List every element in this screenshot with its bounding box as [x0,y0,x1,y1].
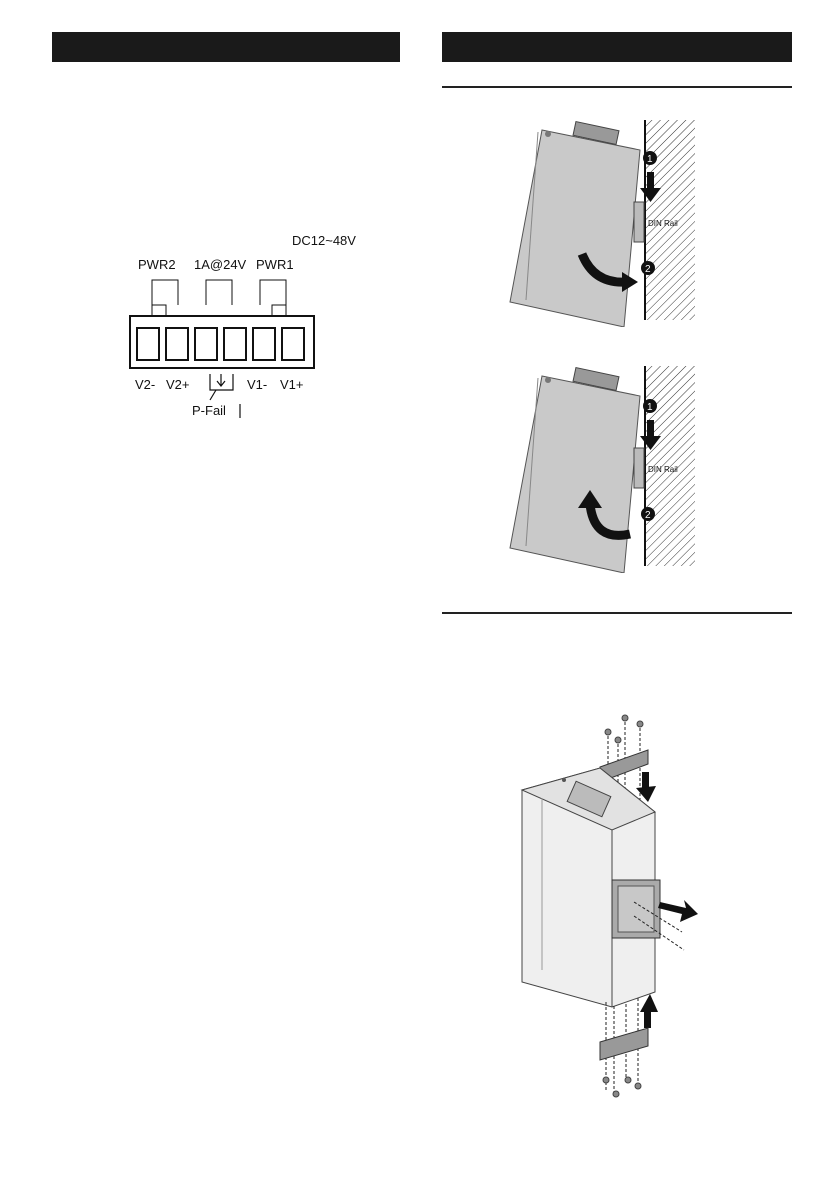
din-rail-clip [612,880,660,938]
v2-plus-label: V2+ [166,377,190,392]
step-2-marker: 2 [645,264,651,275]
v1-plus-label: V1+ [280,377,304,392]
top-screws [605,715,643,743]
din-rail-label: DIN Rail [648,219,678,228]
left-section-header-bar [52,32,400,62]
down-arrow-icon [636,772,656,802]
relay-contact-symbol [210,374,233,400]
din-rail-label: DIN Rail [648,465,678,474]
voltage-label: DC12~48V [292,233,356,248]
outward-arrow-icon [658,900,698,922]
bottom-screws [603,1077,641,1097]
pfail-label: P-Fail [192,403,226,418]
v1-minus-label: V1- [247,377,268,392]
bottom-wall-bracket [600,1028,648,1060]
wall-section-divider [442,612,792,614]
relay-rating-label: 1A@24V [194,257,247,272]
din-section-divider [442,86,792,88]
pwr1-label: PWR1 [256,257,294,272]
step-1-marker: 1 [647,402,653,413]
up-arrow-icon [640,994,658,1028]
right-section-header-bar [442,32,792,62]
switch-body [510,122,640,327]
din-rail-mount-diagram [490,112,700,327]
din-rail-remove-diagram [490,358,700,573]
power-terminal-diagram [120,228,390,428]
switch-body [510,368,640,573]
v2-minus-label: V2- [135,377,156,392]
step-1-marker: 1 [647,154,653,165]
wall-mount-diagram [500,702,715,1112]
pwr2-label: PWR2 [138,257,176,272]
step-2-marker: 2 [645,510,651,521]
